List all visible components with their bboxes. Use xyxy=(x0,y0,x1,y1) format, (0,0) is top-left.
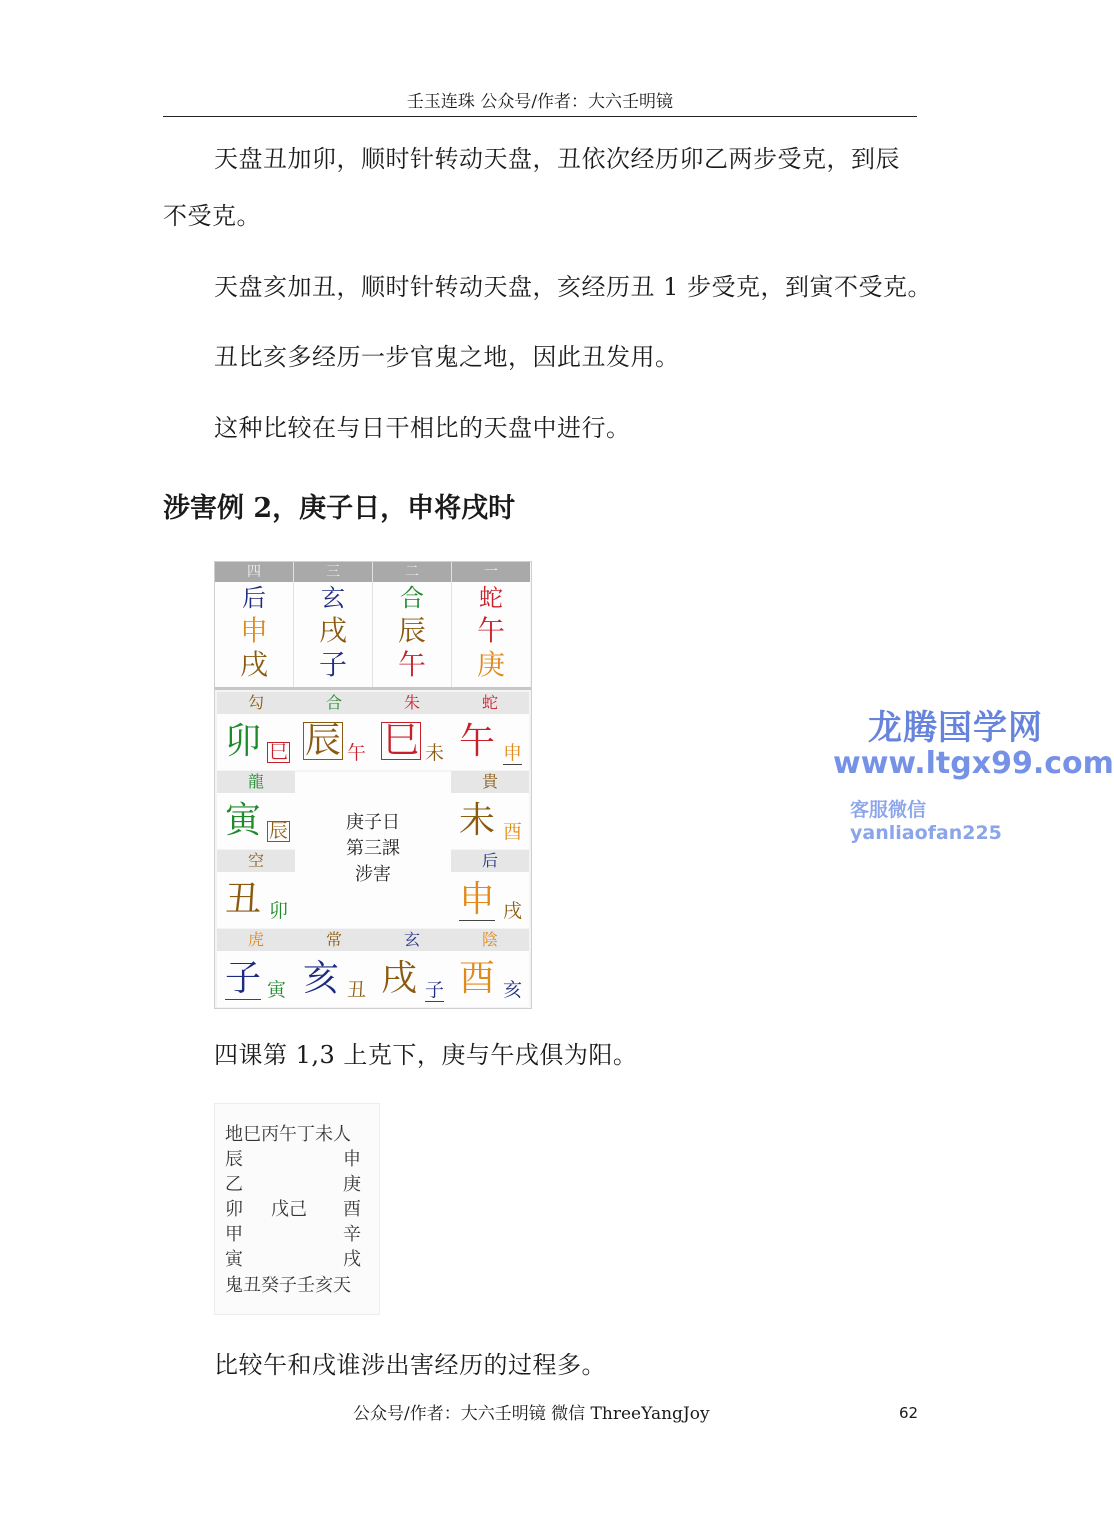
palace-you xyxy=(451,929,529,1007)
plate-bottom-row: 鬼丑癸子壬亥天 xyxy=(225,1275,351,1296)
palace-chen xyxy=(295,692,373,770)
plate-middle: 戊己 xyxy=(271,1199,307,1220)
section-heading: 涉害例 2，庚子日，申将戌时 xyxy=(163,493,516,524)
palace-main: 亥 xyxy=(303,958,340,999)
lesson-top: 午 xyxy=(476,614,505,647)
page-number: 62 xyxy=(899,1404,919,1422)
plate-right: 辛 xyxy=(343,1224,361,1245)
palace-label: 貴 xyxy=(451,771,529,793)
lesson-number: 四 xyxy=(215,562,293,582)
palace-small: 辰 xyxy=(269,820,289,842)
palace-main: 申 xyxy=(459,879,496,920)
plate-right: 庚 xyxy=(343,1174,361,1195)
palace-small: 寅 xyxy=(267,979,287,1001)
lesson-god: 合 xyxy=(400,584,424,612)
palace-label: 龍 xyxy=(217,771,295,793)
page-header: 壬玉连珠 公众号/作者：大六壬明镜 xyxy=(163,88,917,117)
palace-label: 勾 xyxy=(217,692,295,714)
palace-small: 午 xyxy=(347,742,367,764)
plate-left: 甲 xyxy=(225,1224,243,1245)
center-method: 涉害 xyxy=(355,864,391,885)
paragraph-4: 这种比较在与日干相比的天盘中进行。 xyxy=(214,414,631,442)
caption: 四课第 1,3 上克下，庚与午戌俱为阳。 xyxy=(214,1041,638,1069)
lesson-bottom: 庚 xyxy=(476,648,505,681)
palace-small: 未 xyxy=(425,742,445,764)
earth-plate-diagram xyxy=(214,1103,380,1315)
paragraph-2: 天盘亥加丑，顺时针转动天盘，亥经历丑 1 步受克，到寅不受克。 xyxy=(214,273,933,301)
lesson-number: 二 xyxy=(373,562,451,582)
palace-label: 常 xyxy=(295,929,373,951)
plate-top-row: 地巳丙午丁未人 xyxy=(225,1124,351,1145)
watermark-contact: 客服微信 yanliaofan225 xyxy=(850,799,1002,844)
palace-small: 酉 xyxy=(503,821,523,843)
palace-small: 申 xyxy=(503,742,523,764)
palace-label: 玄 xyxy=(373,929,451,951)
palace-small: 戌 xyxy=(503,900,523,922)
palace-main: 子 xyxy=(225,958,262,999)
lesson-3 xyxy=(294,562,373,687)
palace-small: 卯 xyxy=(269,900,289,922)
plate-right: 申 xyxy=(343,1149,361,1170)
palace-small: 亥 xyxy=(503,979,523,1001)
watermark-url: www.ltgx99.com xyxy=(833,746,1114,781)
lesson-top: 戌 xyxy=(318,614,347,647)
palace-main: 戌 xyxy=(381,958,418,999)
lesson-4 xyxy=(215,562,294,687)
center-lesson: 第三課 xyxy=(346,838,400,859)
plate-right: 酉 xyxy=(343,1199,361,1220)
palace-main: 酉 xyxy=(459,958,496,999)
lesson-god: 蛇 xyxy=(479,584,503,612)
palace-small: 子 xyxy=(425,979,445,1001)
palace-label: 陰 xyxy=(451,929,529,951)
lesson-bottom: 戌 xyxy=(239,648,268,681)
palace-main: 午 xyxy=(459,721,496,762)
lesson-god: 后 xyxy=(242,584,266,612)
palace-si xyxy=(373,692,451,770)
lesson-2 xyxy=(373,562,452,687)
lesson-number: 三 xyxy=(294,562,372,582)
lesson-1 xyxy=(452,562,530,687)
palace-mao xyxy=(217,692,295,770)
palace-small: 丑 xyxy=(347,979,367,1001)
plate-left: 卯 xyxy=(225,1199,243,1220)
lesson-god: 玄 xyxy=(321,584,345,612)
palace-label: 空 xyxy=(217,850,295,872)
paragraph-1-line-2: 不受克。 xyxy=(163,202,261,230)
palace-label: 虎 xyxy=(217,929,295,951)
plate-right: 戌 xyxy=(343,1249,361,1270)
palace-small: 巳 xyxy=(269,741,289,763)
palace-label: 后 xyxy=(451,850,529,872)
plate-left: 乙 xyxy=(225,1174,243,1195)
palace-shen xyxy=(451,850,529,928)
palace-main: 辰 xyxy=(305,720,342,761)
plate-left: 辰 xyxy=(225,1149,243,1170)
palace-main: 巳 xyxy=(383,720,420,761)
palace-hai xyxy=(295,929,373,1007)
palace-chou xyxy=(217,850,295,928)
paragraph-1-line-1: 天盘丑加卯，顺时针转动天盘，丑依次经历卯乙两步受克，到辰 xyxy=(214,145,900,173)
board-divider xyxy=(215,687,531,690)
palace-main: 丑 xyxy=(225,879,262,920)
palace-label: 合 xyxy=(295,692,373,714)
palace-main: 未 xyxy=(459,800,496,841)
palace-main: 卯 xyxy=(225,721,262,762)
lesson-number: 一 xyxy=(452,562,530,582)
palace-wei xyxy=(451,771,529,849)
lesson-bottom: 子 xyxy=(318,648,347,681)
watermark-name: 龙腾国学网 xyxy=(868,708,1043,748)
palace-zi xyxy=(217,929,295,1007)
lesson-top: 辰 xyxy=(397,614,426,647)
palace-label: 蛇 xyxy=(451,692,529,714)
palace-label: 朱 xyxy=(373,692,451,714)
last-paragraph: 比较午和戌谁涉出害经历的过程多。 xyxy=(214,1351,606,1379)
palace-wu xyxy=(451,692,529,770)
lesson-top: 申 xyxy=(239,614,268,647)
palace-main: 寅 xyxy=(225,800,262,841)
palace-xu xyxy=(373,929,451,1007)
board-center xyxy=(295,772,451,928)
plate-left: 寅 xyxy=(225,1249,243,1270)
center-day: 庚子日 xyxy=(346,812,400,833)
liuren-board xyxy=(214,561,532,1009)
paragraph-3: 丑比亥多经历一步官鬼之地，因此丑发用。 xyxy=(214,343,680,371)
lesson-bottom: 午 xyxy=(397,648,426,681)
page-footer: 公众号/作者：大六壬明镜 微信 ThreeYangJoy xyxy=(353,1404,710,1424)
palace-yin xyxy=(217,771,295,849)
